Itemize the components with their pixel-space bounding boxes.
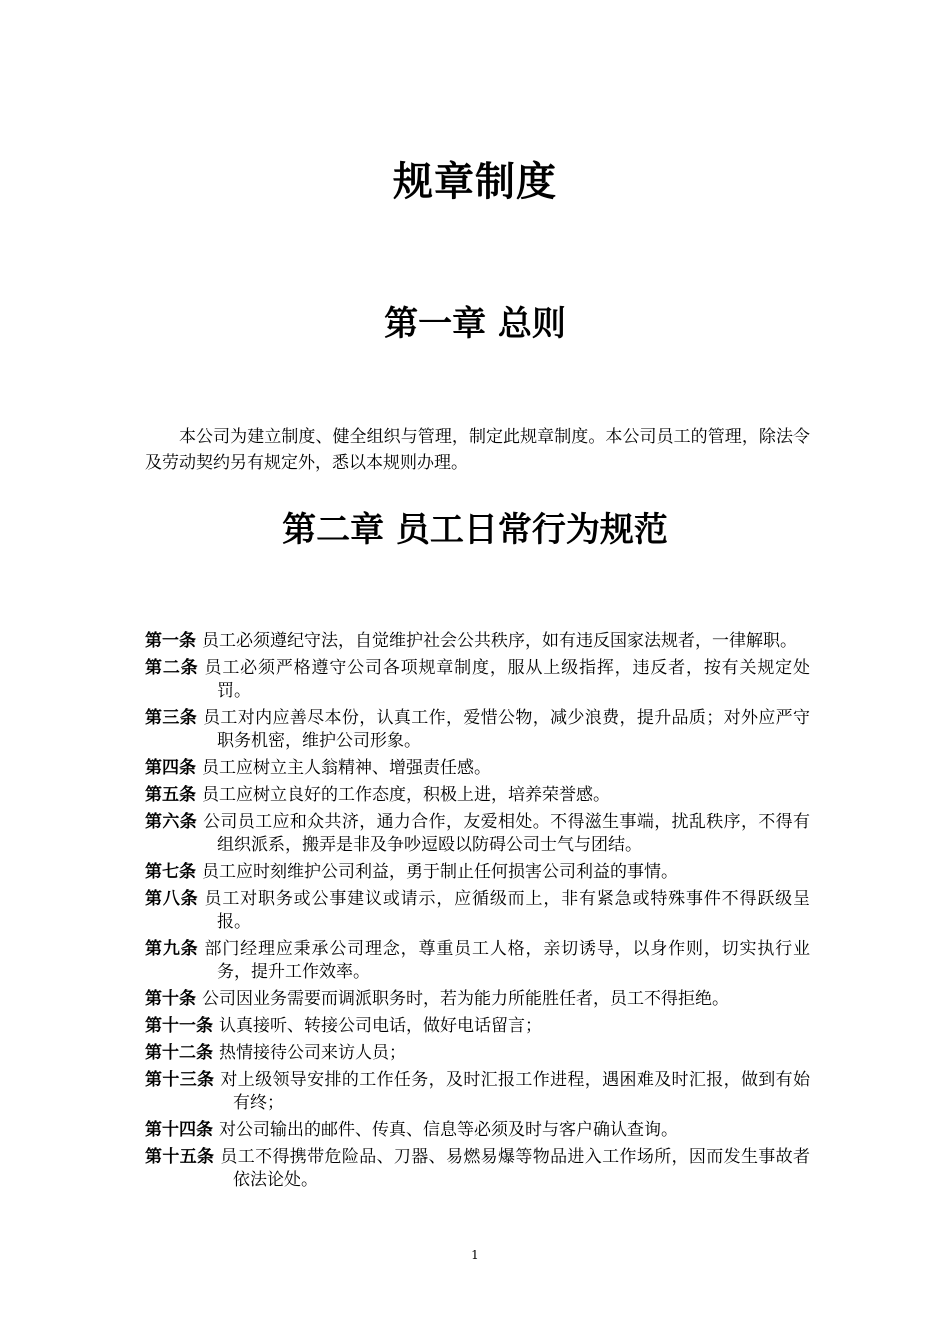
article-11 [145,1015,810,1038]
article-13 [145,1069,810,1115]
article-12 [145,1042,810,1065]
article-text: 员工应时刻维护公司利益，勇于制止任何损害公司利益的事情。 [202,862,678,882]
article-10 [145,988,810,1011]
article-number: 第二条 [145,658,199,678]
chapter-1-paragraph: 本公司为建立制度、健全组织与管理，制定此规章制度。本公司员工的管理，除法令及劳动契约另有规定外，悉以本规则办理。 [145,427,810,473]
article-9 [145,938,810,984]
article-text: 员工必须严格遵守公司各项规章制度，服从上级指挥，违反者，按有关规定处罚。 [204,658,810,701]
article-number: 第十五条 [145,1147,215,1167]
article-text: 部门经理应秉承公司理念，尊重员工人格，亲切诱导，以身作则，切实执行业务，提升工作效率。 [204,939,810,982]
article-number: 第七条 [145,862,196,882]
article-number: 第四条 [145,758,196,778]
article-number: 第十二条 [145,1043,213,1063]
article-1 [145,630,810,653]
article-text: 对上级领导安排的工作任务，及时汇报工作进程，遇困难及时汇报，做到有始有终； [220,1070,810,1113]
article-number: 第十一条 [145,1016,213,1036]
article-number: 第六条 [145,812,198,832]
article-8 [145,888,810,934]
article-6 [145,811,810,857]
article-text: 员工对职务或公事建议或请示，应循级而上，非有紧急或特殊事件不得跃级呈报。 [204,889,810,932]
chapter-1-title: 第一章 总则 [384,304,566,344]
article-text: 热情接待公司来访人员； [219,1043,406,1063]
article-text: 员工应树立主人翁精神、增强责任感。 [202,758,491,778]
article-text: 员工应树立良好的工作态度，积极上进，培养荣誉感。 [202,785,610,805]
article-7 [145,861,810,884]
chapter-2-title: 第二章 员工日常行为规范 [282,510,668,550]
article-14 [145,1119,810,1142]
article-15 [145,1146,810,1192]
article-text: 对公司输出的邮件、传真、信息等必须及时与客户确认查询。 [219,1120,678,1140]
article-text: 公司因业务需要而调派职务时，若为能力所能胜任者，员工不得拒绝。 [202,989,729,1009]
article-text: 员工对内应善尽本份，认真工作，爱惜公物，减少浪费，提升品质；对外应严守职务机密，维护公司形象。 [203,708,811,751]
article-text: 员工不得携带危险品、刀器、易燃易爆等物品进入工作场所，因而发生事故者依法论处。 [220,1147,810,1190]
article-2 [145,657,810,703]
document-title: 规章制度 [393,159,557,205]
article-number: 第一条 [145,631,196,651]
article-text: 公司员工应和众共济，通力合作，友爱相处。不得滋生事端，扰乱秩序，不得有组织派系，搬弄是非及争吵逗殴以防碍公司士气与团结。 [203,812,811,855]
article-number: 第三条 [145,708,198,728]
article-number: 第八条 [145,889,199,909]
article-5 [145,784,810,807]
article-number: 第五条 [145,785,196,805]
article-list [145,630,810,1196]
article-number: 第十三条 [145,1070,215,1090]
article-3 [145,707,810,753]
article-number: 第十四条 [145,1120,213,1140]
article-text: 认真接听、转接公司电话，做好电话留言； [219,1016,542,1036]
article-text: 员工必须遵纪守法，自觉维护社会公共秩序，如有违反国家法规者，一律解职。 [202,631,797,651]
page-number: 1 [471,1248,479,1262]
article-number: 第十条 [145,989,196,1009]
article-number: 第九条 [145,939,199,959]
article-4 [145,757,810,780]
